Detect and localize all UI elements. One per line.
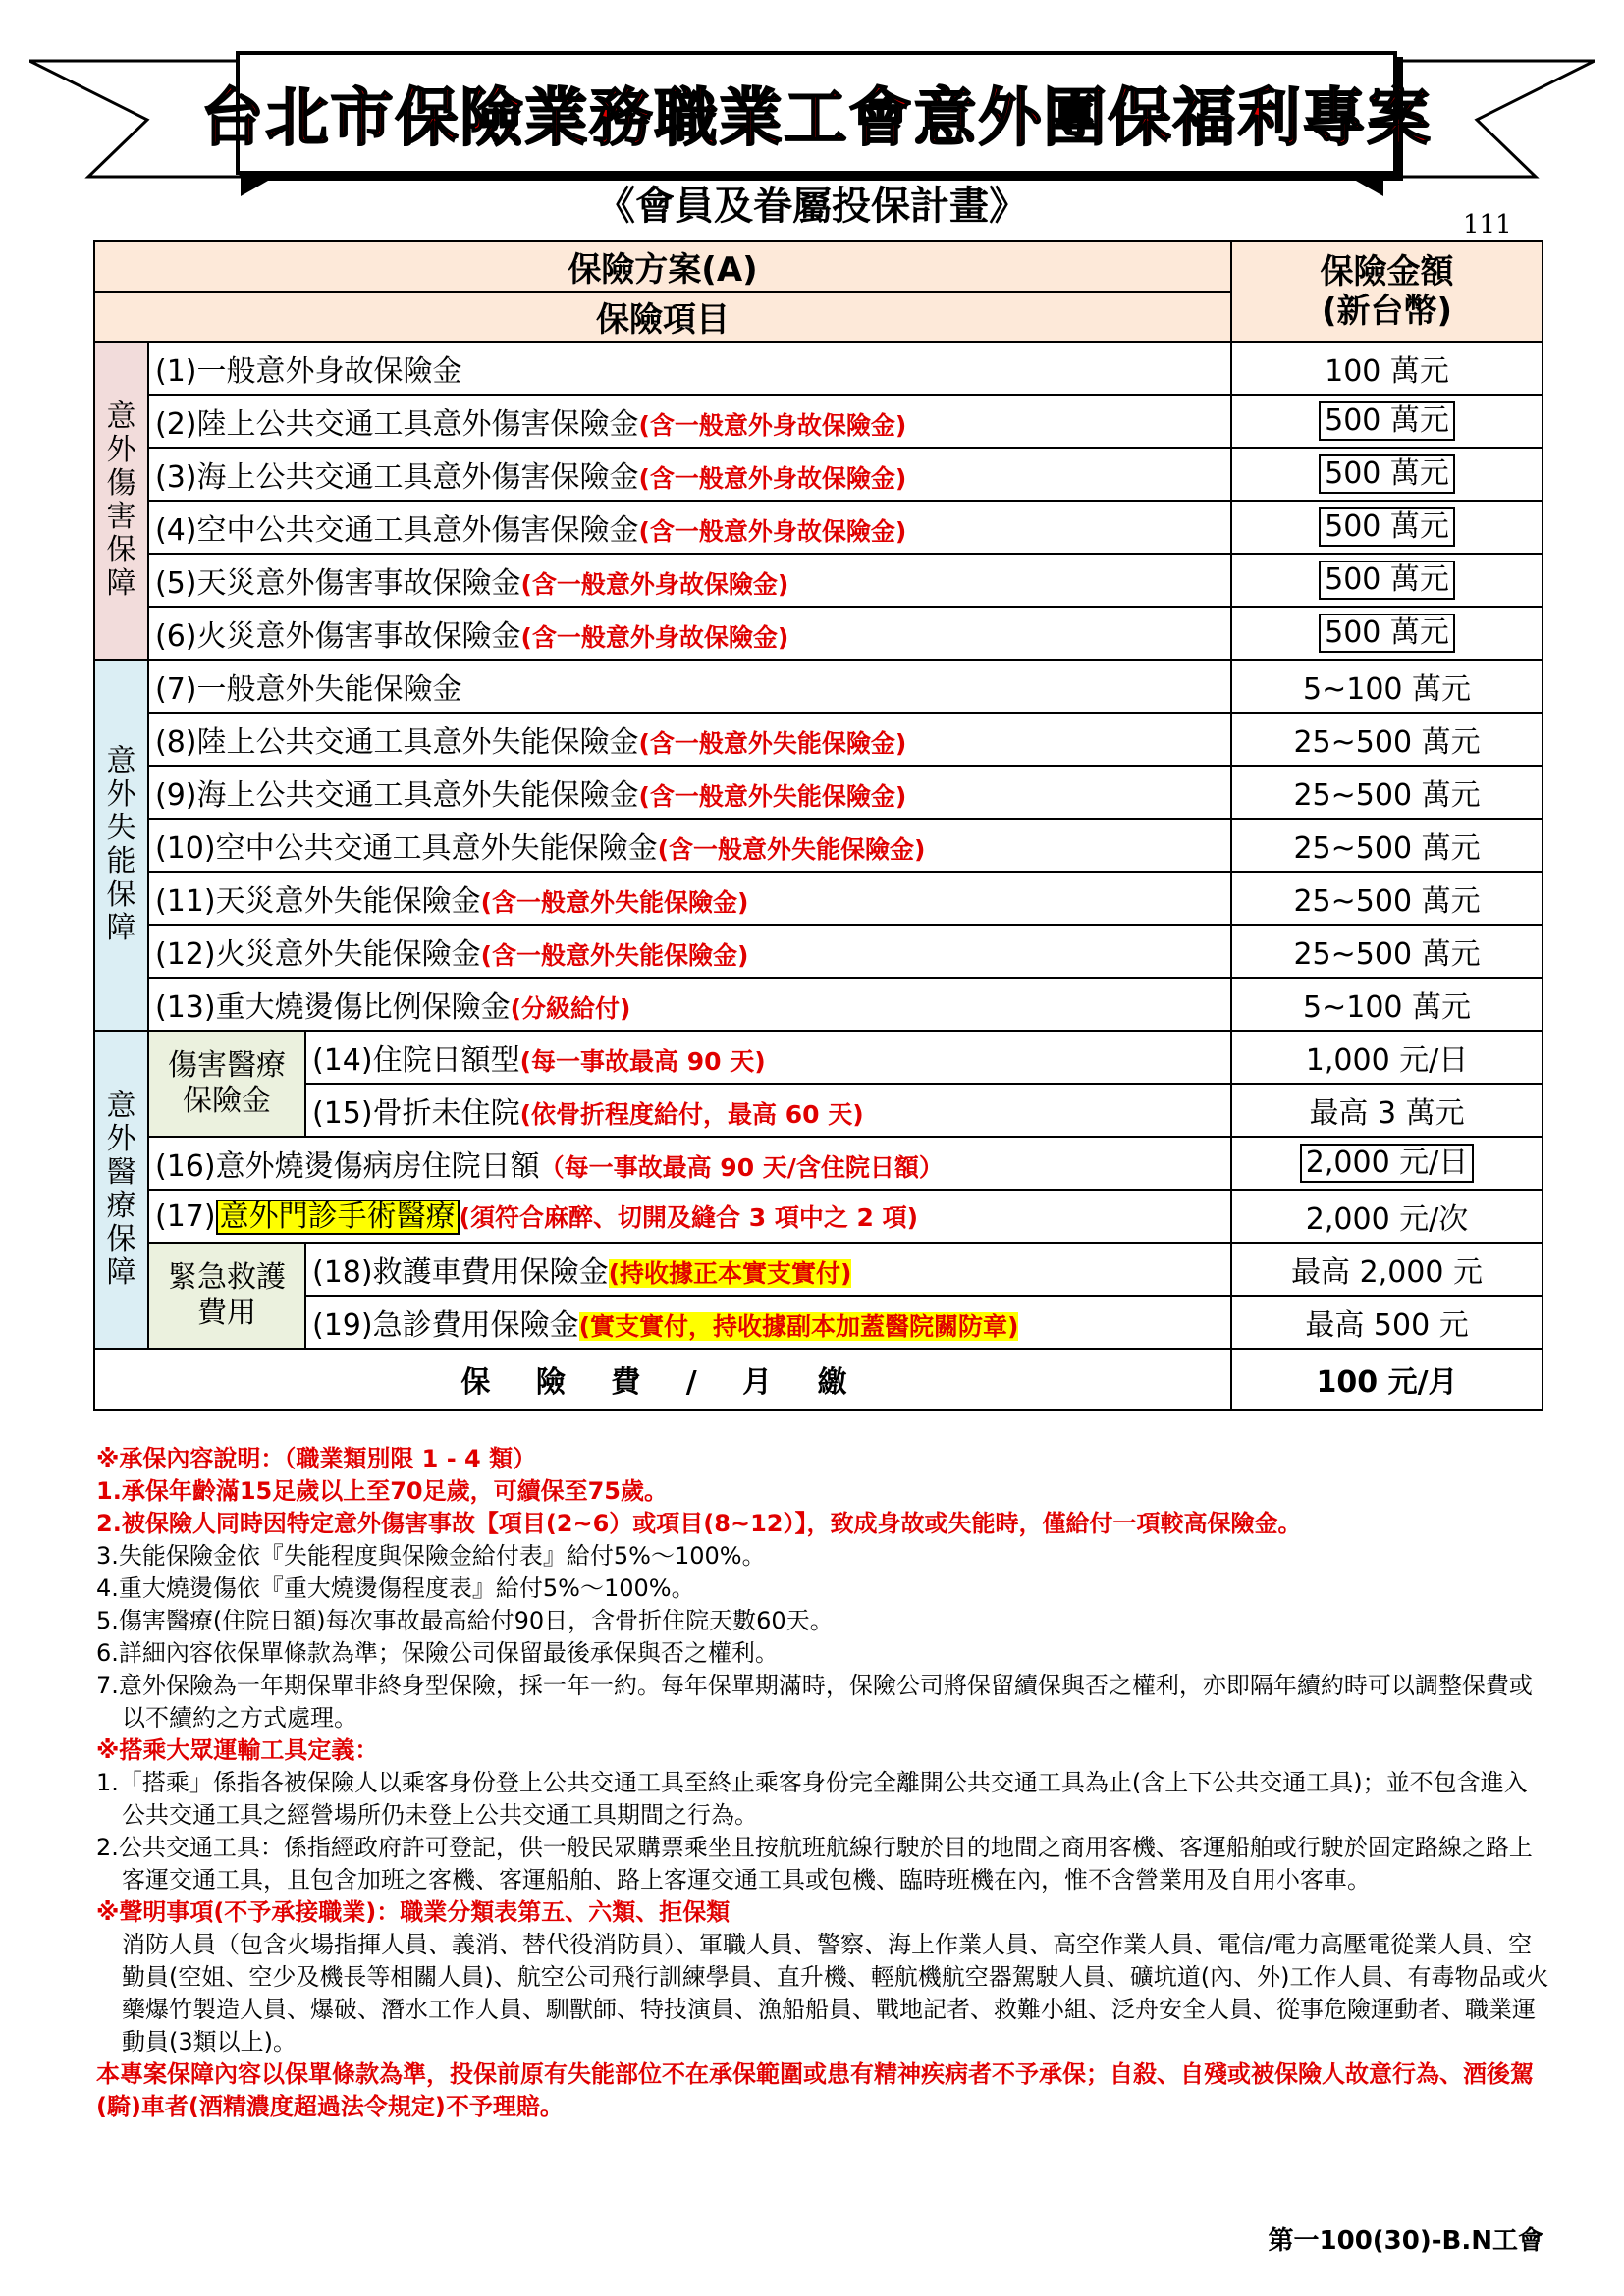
subcategory-injury-medical: 傷害醫療保險金 — [148, 1031, 305, 1137]
amount-cell: 500 萬元 — [1231, 554, 1543, 607]
table-row — [94, 607, 1543, 660]
note-item: 1.承保年齡滿15足歲以上至70足歲，可續保至75歲。 — [96, 1477, 669, 1505]
table-row — [94, 872, 1543, 925]
amount-cell: 25~500 萬元 — [1231, 819, 1543, 872]
item-cell: (4)空中公共交通工具意外傷害保險金(含一般意外身故保險金) — [148, 501, 1231, 554]
table-row — [94, 1137, 1543, 1190]
amount-cell: 5~100 萬元 — [1231, 978, 1543, 1031]
amount-cell: 最高 2,000 元 — [1231, 1243, 1543, 1296]
table-row — [94, 978, 1543, 1031]
table-header-row — [94, 241, 1543, 292]
document-number: 111 — [1463, 210, 1512, 240]
table-row — [94, 660, 1543, 713]
amount-cell: 最高 500 元 — [1231, 1296, 1543, 1349]
item-cell: (17) 意外門診手術醫療 (須符合麻醉、切開及縫合 3 項中之 2 項) — [148, 1190, 1231, 1243]
amount-currency: (新台幣) — [1321, 292, 1453, 331]
amount-label: 保險金額 — [1320, 252, 1454, 292]
note-item: 5.傷害醫療(住院日額)每次事故最高給付90日，含骨折住院天數60天。 — [96, 1607, 834, 1634]
item-cell: (10)空中公共交通工具意外失能保險金(含一般意外失能保險金) — [148, 819, 1231, 872]
amount-cell: 25~500 萬元 — [1231, 713, 1543, 766]
item-cell: (14)住院日額型(每一事故最高 90 天) — [305, 1031, 1231, 1084]
item-cell: (11)天災意外失能保險金(含一般意外失能保險金) — [148, 872, 1231, 925]
table-row — [94, 342, 1543, 395]
item-cell: (3)海上公共交通工具意外傷害保險金(含一般意外身故保險金) — [148, 448, 1231, 501]
item-cell: (5)天災意外傷害事故保險金(含一般意外身故保險金) — [148, 554, 1231, 607]
amount-cell: 25~500 萬元 — [1231, 925, 1543, 978]
amount-cell: 2,000 元/次 — [1231, 1190, 1543, 1243]
table-row — [94, 1190, 1543, 1243]
definition-item: 2.公共交通工具：係指經政府許可登記，供一般民眾購票乘坐且按航班航線行駛於目的地間之商用客機、客運船舶或行駛於固定路線之路上客運交通工具，且包含加班之客機、客運船舶、路上客運交通工具或包機、臨時班機在內，惟不含營業用及自用小客車。 — [96, 1834, 1533, 1894]
footer-code: 第一100(30)-B.N工會 — [1268, 2226, 1543, 2256]
item-cell: (2)陸上公共交通工具意外傷害保險金(含一般意外身故保險金) — [148, 395, 1231, 448]
amount-cell: 2,000 元/日 — [1231, 1137, 1543, 1190]
table-row — [94, 448, 1543, 501]
title-box — [200, 51, 1433, 175]
notes-section — [96, 1443, 1549, 2123]
item-cell: (9)海上公共交通工具意外失能保險金(含一般意外失能保險金) — [148, 766, 1231, 819]
plan-label: 保險方案(A) — [94, 241, 1231, 292]
note-item: 7.意外保險為一年期保單非終身型保險，採一年一約。每年保單期滿時，保險公司將保留續保與否之權利，亦即隔年續約時可以調整保費或以不續約之方式處理。 — [96, 1672, 1533, 1732]
amount-cell: 5~100 萬元 — [1231, 660, 1543, 713]
item-cell: (12)火災意外失能保險金(含一般意外失能保險金) — [148, 925, 1231, 978]
item-cell: (1)一般意外身故保險金 — [148, 342, 1231, 395]
table-row — [94, 713, 1543, 766]
coverage-notes-heading: ※承保內容說明：（職業類別限 1 - 4 類） — [96, 1445, 537, 1472]
amount-cell: 100 萬元 — [1231, 342, 1543, 395]
item-cell: (7)一般意外失能保險金 — [148, 660, 1231, 713]
amount-cell: 1,000 元/日 — [1231, 1031, 1543, 1084]
table-row — [94, 1031, 1543, 1084]
final-statement: 本專案保障內容以保單條款為準，投保前原有失能部位不在承保範圍或患有精神疾病者不予承保；自殺、自殘或被保險人故意行為、酒後駕(騎)車者(酒精濃度超過法令規定)不予理賠。 — [96, 2060, 1534, 2120]
items-label: 保險項目 — [94, 292, 1231, 342]
item-cell: (16)意外燒燙傷病房住院日額（每一事故最高 90 天/含住院日額） — [148, 1137, 1231, 1190]
table-row — [94, 501, 1543, 554]
premium-label: 保 險 費 / 月 繳 — [94, 1349, 1231, 1410]
table-row — [94, 766, 1543, 819]
note-item: 6.詳細內容依保單條款為準；保險公司保留最後承保與否之權利。 — [96, 1639, 779, 1667]
transport-definition-heading: ※搭乘大眾運輸工具定義： — [96, 1736, 379, 1764]
note-item: 3.失能保險金依『失能程度與保險金給付表』給付5%～100%。 — [96, 1542, 766, 1570]
premium-amount: 100 元/月 — [1231, 1349, 1543, 1410]
item-cell: (6)火災意外傷害事故保險金(含一般意外身故保險金) — [148, 607, 1231, 660]
insurance-plan-table — [93, 240, 1543, 1411]
subtitle: 《會員及眷屬投保計畫》 — [596, 184, 1028, 229]
amount-cell: 500 萬元 — [1231, 501, 1543, 554]
note-item: 2.被保險人同時因特定意外傷害事故【項目(2~6）或項目(8~12）】，致成身故或失能時，僅給付一項較高保險金。 — [96, 1510, 1302, 1537]
amount-cell: 500 萬元 — [1231, 607, 1543, 660]
excluded-occupations: 消防人員（包含火場指揮人員、義消、替代役消防員）、軍職人員、警察、海上作業人員、高空作業人員、電信/電力高壓電從業人員、空勤員(空姐、空少及機長等相關人員)、航空公司飛行訓練學員、直升機、輕航機航空器駕駛人員、礦坑道(內、外)工作人員、有毒物品或火藥爆竹製造人員、爆破、潛水工作人員、馴獸師、特技演員、漁船船員、戰地記者、救難小組、泛舟安全人員、從事危險運動者、職業運動員(3類以上)。 — [122, 1931, 1549, 2056]
table-row — [94, 925, 1543, 978]
amount-cell: 最高 3 萬元 — [1231, 1084, 1543, 1137]
item-cell: (19)急診費用保險金(實支實付，持收據副本加蓋醫院關防章) — [305, 1296, 1231, 1349]
amount-cell: 25~500 萬元 — [1231, 766, 1543, 819]
subcategory-emergency: 緊急救護費用 — [148, 1243, 305, 1349]
item-cell: (13)重大燒燙傷比例保險金(分級給付) — [148, 978, 1231, 1031]
table-row — [94, 1084, 1543, 1137]
amount-cell: 500 萬元 — [1231, 448, 1543, 501]
item-cell: (8)陸上公共交通工具意外失能保險金(含一般意外失能保險金) — [148, 713, 1231, 766]
category-accident-medical: 意外醫療保障 — [94, 1031, 148, 1349]
amount-cell: 25~500 萬元 — [1231, 872, 1543, 925]
amount-cell: 500 萬元 — [1231, 395, 1543, 448]
table-row — [94, 395, 1543, 448]
page-title: 台北市保險業務職業工會意外團保福利專案 — [200, 82, 1433, 155]
table-row — [94, 1243, 1543, 1296]
table-row — [94, 554, 1543, 607]
amount-header — [1231, 241, 1543, 342]
definition-item: 1.「搭乘」係指各被保險人以乘客身份登上公共交通工具至終止乘客身份完全離開公共交通工具為止(含上下公共交通工具)；並不包含進入公共交通工具之經營場所仍未登上公共交通工具期間之行為。 — [96, 1769, 1528, 1829]
item-cell: (18)救護車費用保險金(持收據正本實支實付) — [305, 1243, 1231, 1296]
category-accident-injury: 意外傷害保障 — [94, 342, 148, 660]
table-row — [94, 819, 1543, 872]
item-cell: (15)骨折未住院(依骨折程度給付，最高 60 天) — [305, 1084, 1231, 1137]
premium-row — [94, 1349, 1543, 1410]
declaration-heading: ※聲明事項(不予承接職業)：職業分類表第五、六類、拒保類 — [96, 1898, 731, 1926]
note-item: 4.重大燒燙傷依『重大燒燙傷程度表』給付5%～100%。 — [96, 1575, 695, 1602]
table-row — [94, 1296, 1543, 1349]
highlighted-item: 意外門診手術醫療 — [216, 1200, 460, 1235]
category-accident-disability: 意外失能保障 — [94, 660, 148, 1031]
